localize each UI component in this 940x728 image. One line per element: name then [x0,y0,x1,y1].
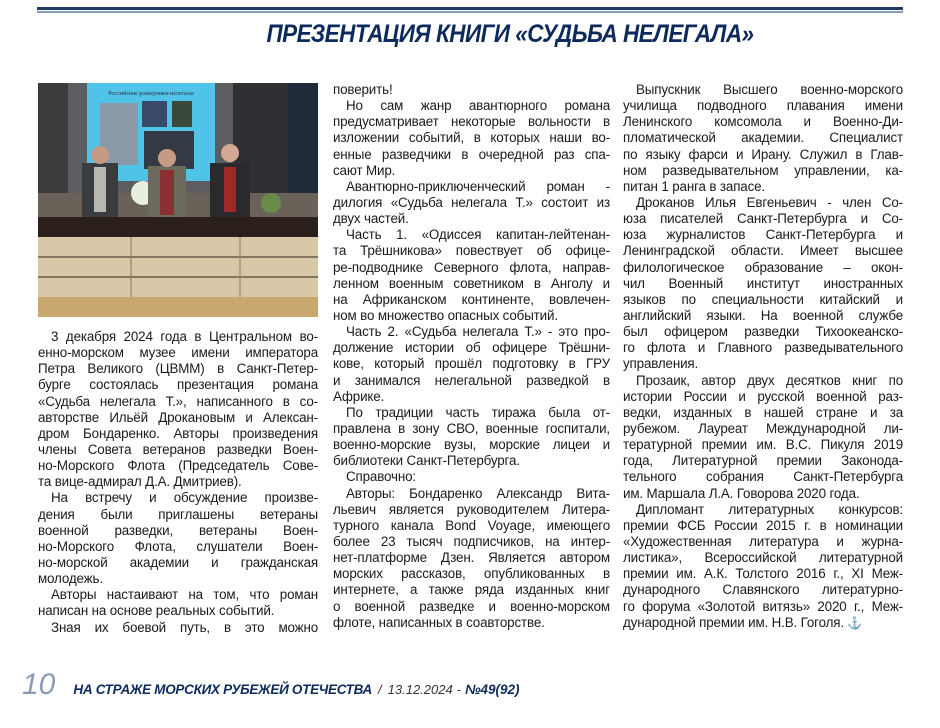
text-line [623,324,903,340]
text-line-content: рубежом. Лауреат Международной ли- [623,420,903,436]
text-line [623,437,903,453]
text-line [333,534,610,550]
text-line [38,523,318,539]
text-line-content: изложении событий, в которых наши во- [333,130,610,146]
text-line [38,587,318,603]
paragraph [623,502,903,631]
text-line-content: дром Бондаренко. Авторы произведения [38,425,318,441]
text-line-content: чил Военный институт иностранных [623,275,903,291]
publication-name: НА СТРАЖЕ МОРСКИХ РУБЕЖЕЙ ОТЕЧЕСТВА [73,682,373,697]
text-line [38,458,318,474]
text-line-content: На встречу и обсуждение произве- [51,490,318,506]
text-line [333,469,610,485]
text-line-content: та Трёшникова» повествует об офице- [333,243,610,259]
text-line-content: истории России и русской военной раз- [623,388,903,404]
text-line-content: По традиции часть тиража была от- [346,404,610,420]
text-line [333,421,610,437]
text-line [38,442,318,458]
text-line [38,426,318,442]
text-line [623,502,903,518]
text-line [623,518,903,534]
text-line-content: Авантюрно-приключенческий роман - [346,178,610,194]
issue-date: 13.12.2024 [387,682,453,697]
text-line-content: Выпускник Высшего военно-морского [636,82,903,97]
anchor-icon: ⚓ [846,615,862,630]
text-line [623,534,903,550]
text-line [623,130,903,146]
text-line-content: Ленинского комсомола и Военно-Ди- [623,114,903,130]
text-line-content: и занимался нелегальной разведкой в [333,372,610,388]
text-line-content: дународной премии им. Н.В. Гоголя. [623,614,844,630]
paragraph [333,179,610,227]
text-line [38,620,318,636]
text-line [333,389,610,405]
text-line [38,410,318,426]
page-footer [22,668,520,702]
text-line-content: ном разведывательном управлении, ка- [623,162,903,178]
text-line [623,195,903,211]
text-line-content: Справочно: [346,469,416,485]
text-line-content: филологическое образование – окон- [623,259,903,275]
text-line-content: но-морской академии и гражданская [38,554,318,570]
text-line-content: поверить! [333,82,393,97]
text-line-content: бурге состоялась презентация романа [38,377,318,393]
text-line-content: дународного Славянского литературно- [623,582,903,598]
text-line [333,114,610,130]
text-line-content: предусматривает некоторые вольности в [333,114,610,130]
text-line-content: флоте, написанных в соавторстве. [333,614,545,630]
text-line-content: ре-подводнике Северного флота, направ- [333,259,610,275]
article-column-3 [623,82,903,631]
text-line-content: ведки, изданных в нашей стране и за [623,404,903,420]
text-line-content: правлена в зону СВО, военные госпитали, [333,420,610,436]
text-line [333,163,610,179]
text-line-content: был офицером разведки Тихоокеанско- [623,324,903,340]
text-line-content: юза журналистов Санкт-Петербурга и [623,227,903,243]
text-line-content: Дипломант литературных конкурсов: [636,501,903,517]
text-line-content: дения были приглашены ветераны [38,506,318,522]
text-line [623,356,903,372]
text-line-content: питан 1 ранга в запасе. [623,178,766,194]
article-photo [38,83,318,317]
text-line-content: турного канала Bond Voyage, имеющего [333,517,610,533]
text-line-content: военно-морские вузы, морские лицеи и [333,437,610,453]
text-line-content: библиотеки Санкт-Петербурга. [333,453,520,469]
text-line [333,98,610,114]
text-line-content: листика», Всероссийской литературной [623,550,903,566]
text-line-content: тературной премии им. В.С. Пикуля 2019 [623,437,903,453]
page-number: 10 [22,668,56,701]
text-line-content: члены Совета ветеранов разведки Воен- [38,441,318,457]
text-line [623,389,903,405]
text-line [38,603,318,619]
text-line-content: юза писателей Санкт-Петербурга и Со- [623,211,903,227]
text-line [623,453,903,469]
text-line [623,566,903,582]
text-line [623,211,903,227]
text-line [333,308,610,324]
slide-caption: Российские разведчики-нелегалы [108,91,194,97]
text-line [623,469,903,485]
text-line-content: авторстве Ильёй Дрокановым и Алексан- [38,409,318,425]
text-line [623,82,903,98]
text-line-content: та вице-адмирал Д.А. Дмитриев). [38,474,242,490]
paragraph [38,620,318,636]
text-line-content: премии им. А.К. Толстого 2016 г., XI Меж- [623,566,903,582]
text-line-content: сают Мир. [333,162,396,178]
article-column-2 [333,82,610,631]
text-line [333,356,610,372]
text-line [38,361,318,377]
paragraph [333,486,610,631]
text-line-content: 3 декабря 2024 года в Центральном во- [51,329,318,344]
text-line-content: двух частей. [333,211,409,227]
header-rule [37,7,903,10]
photo-illustration [38,83,318,317]
text-line [333,453,610,469]
paragraph [333,82,610,98]
text-line [333,82,610,98]
text-line-content: Ленинградской области. Имеет высшее [623,243,903,259]
text-line-content: премии ФСБ России 2015 г. в номинации [623,517,903,533]
text-line [623,550,903,566]
text-line [38,394,318,410]
text-line-content: Часть 2. «Судьба нелегала Т.» - это про- [346,324,610,340]
text-line-content: Зная их боевой путь, в это можно [51,619,318,635]
text-line [333,147,610,163]
text-line-content: Часть 1. «Одиссея капитан-лейтенан- [346,227,610,243]
text-line [623,308,903,324]
text-line-content: на Африканском континенте, вовлечен- [333,291,610,307]
article-column-1 [38,329,318,636]
text-line [333,276,610,292]
text-line [333,582,610,598]
text-line [333,486,610,502]
text-line-content: пломатической академии. Специалист [623,130,903,146]
footer-dash: - [456,682,462,697]
text-line-content: «Художественная литература и журна- [623,533,903,549]
text-line [333,340,610,356]
text-line [333,292,610,308]
text-line [333,599,610,615]
text-line [333,373,610,389]
text-line [623,599,903,615]
text-line [333,518,610,534]
text-line-content: Дроканов Илья Евгеньевич - член Со- [636,194,903,210]
text-line [333,502,610,518]
text-line-content: интернете, а также ряда изданных книг [333,582,610,598]
paragraph [333,227,610,324]
text-line-content: дилогия «Судьба нелегала Т.» состоит из [333,194,610,210]
header-rule-secondary [37,11,903,13]
paragraph [38,329,318,490]
text-line [333,179,610,195]
text-line [623,421,903,437]
text-line [333,211,610,227]
footer-separator: / [378,682,382,697]
paragraph [333,405,610,470]
text-line-content: Петра Великого (ЦВММ) в Санкт-Петер- [38,361,318,377]
text-line-content: кове, который прошёл подготовку в ГРУ [333,356,610,372]
text-line [333,227,610,243]
text-line [38,490,318,506]
text-line [333,130,610,146]
text-line [623,179,903,195]
text-line [623,615,903,631]
paragraph [333,469,610,485]
text-line-content: ленном военным советником в Анголу и [333,275,610,291]
text-line-content: Прозаик, автор двух десятков книг по [636,372,903,388]
text-line-content: военной разведки, ветераны Воен- [38,522,318,538]
text-line-content: Авторы: Бондаренко Александр Вита- [346,485,610,501]
text-line [623,486,903,502]
paragraph [38,490,318,587]
text-line-content: ном во множество опасных событий. [333,307,558,323]
paragraph [38,587,318,619]
text-line-content: по языку фарси и Ирану. Служил в Глав- [623,146,903,162]
text-line-content: написан на основе реальных событий. [38,603,275,619]
paragraph [623,373,903,502]
text-line [623,243,903,259]
text-line-content: училища подводного плавания имени [623,98,903,114]
text-line [333,437,610,453]
text-line [623,147,903,163]
text-line-content: нет-платформе Дзен. Является автором [333,550,610,566]
text-line-content: Но сам жанр авантюрного романа [346,98,610,114]
text-line [623,373,903,389]
text-line [623,98,903,114]
issue-number: №49(92) [465,682,520,697]
text-line [38,539,318,555]
text-line-content: молодежь. [38,571,103,587]
text-line [623,276,903,292]
text-line-content: Авторы настаивают на том, что роман [51,587,318,603]
paragraph [623,195,903,373]
text-line [333,324,610,340]
text-line-content: го форума «Золотой витязь» 2020 г., Меж- [623,598,903,614]
paragraph [623,82,903,195]
text-line-content: енные разведчики в очередной раз спа- [333,146,610,162]
text-line [333,566,610,582]
text-line [38,377,318,393]
text-line [333,195,610,211]
text-line [623,292,903,308]
text-line-content: должение истории об офицере Трёшни- [333,340,610,356]
text-line-content: им. Маршала Л.А. Говорова 2020 года. [623,485,860,501]
text-line-content: о военной разведке и военно-морском [333,598,610,614]
paragraph [333,98,610,179]
text-line-content: Африке. [333,388,385,404]
text-line [333,405,610,421]
text-line-content: более 23 тысяч подписчиков, на интер- [333,533,610,549]
text-line-content: управления. [623,356,699,372]
text-line [333,260,610,276]
paragraph [333,324,610,405]
text-line [623,582,903,598]
text-line-content: но-Морского Флота (Председатель Сове- [38,458,318,474]
text-line-content: но-Морского Флота, слушатели Воен- [38,538,318,554]
text-line [333,550,610,566]
text-line [623,227,903,243]
text-line [333,243,610,259]
text-line-content: льевич является руководителем Литера- [333,501,610,517]
text-line [623,114,903,130]
text-line [333,615,610,631]
text-line [38,329,318,345]
text-line [623,163,903,179]
text-line [623,405,903,421]
text-line [38,474,318,490]
text-line-content: языков по специальности китайский и [623,291,903,307]
text-line [623,260,903,276]
text-line [38,345,318,361]
text-line [38,555,318,571]
text-line-content: «Судьба нелегала Т.», написанного в со- [38,393,318,409]
text-line [38,571,318,587]
text-line [38,507,318,523]
article-title: ПРЕЗЕНТАЦИЯ КНИГИ «СУДЬБА НЕЛЕГАЛА» [266,20,754,48]
text-line-content: года, Литературной премии Законода- [623,453,903,469]
text-line-content: тельного собрания Санкт-Петербурга [623,469,903,485]
text-line-content: английский языки. На военной службе [623,307,903,323]
text-line [623,340,903,356]
text-line-content: морских рассказов, опубликованных в [333,566,610,582]
text-line-content: енно-морском музее имени императора [38,345,318,361]
text-line-content: го флота и Главного разведывательного [623,340,903,356]
